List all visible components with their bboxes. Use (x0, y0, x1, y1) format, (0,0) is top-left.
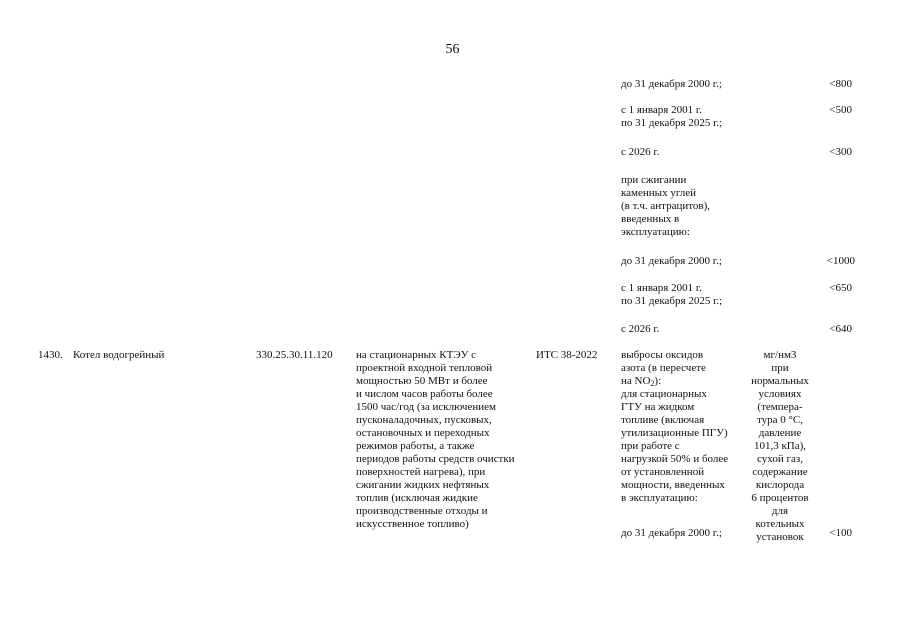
emission-indicator (621, 349, 728, 505)
indicator-subscript: 2 (650, 379, 655, 388)
limit-value: <100 (829, 527, 852, 539)
indicator-text: выбросы оксидов азота (в пересчете на NO (621, 349, 706, 387)
application-scope: на стационарных КТЭУ с проектной входной тепловой мощностью 50 МВт и более и числом часов работы более 1500 час/год (за исключением пусконаладочных, пусковых, остановочных и переходных режимов работы, а также периодов работы средств очистки поверхностей нагрева), при сжигании жидких нефтяных топлив (исключая жидкие производственные отходы и искусственное топливо) (356, 349, 515, 530)
measurement-unit: мг/нм3 при нормальных условиях (темпера- тура 0 °С, давление 101,3 кПа), сухой газ, содержание кислорода 6 процентов для котельных установок (751, 349, 809, 543)
condition-cell: при сжигании каменных углей (в т.ч. антрацитов), введенных в эксплуатацию: (621, 174, 711, 238)
limit-value: <300 (829, 146, 852, 158)
indicator-text-rest: ): для стационарных ГТУ на жидком топливе (включая утилизационные ПГУ) при работе с нагрузкой 50% и более от установленной мощности, введенных в эксплуатацию: (621, 375, 729, 504)
condition-cell: с 1 января 2001 г. по 31 декабря 2025 г.; (621, 104, 723, 129)
limit-value: <800 (829, 78, 852, 90)
condition-cell: до 31 декабря 2000 г.; (621, 255, 722, 267)
limit-value: <1000 (826, 255, 855, 267)
condition-cell: до 31 декабря 2000 г.; (621, 527, 722, 539)
condition-cell: до 31 декабря 2000 г.; (621, 78, 722, 90)
entry-number: 1430. (38, 349, 63, 361)
reference-standard: ИТС 38-2022 (536, 349, 598, 361)
limit-value: <640 (829, 323, 852, 335)
condition-cell: с 2026 г. (621, 146, 660, 158)
limit-value: <500 (829, 104, 852, 116)
condition-cell: с 1 января 2001 г. по 31 декабря 2025 г.; (621, 282, 723, 307)
condition-cell: с 2026 г. (621, 323, 660, 335)
page-number: 56 (445, 42, 460, 57)
limit-value: <650 (829, 282, 852, 294)
equipment-name: Котел водогрейный (73, 349, 165, 361)
okpd-code: 330.25.30.11.120 (256, 349, 333, 361)
